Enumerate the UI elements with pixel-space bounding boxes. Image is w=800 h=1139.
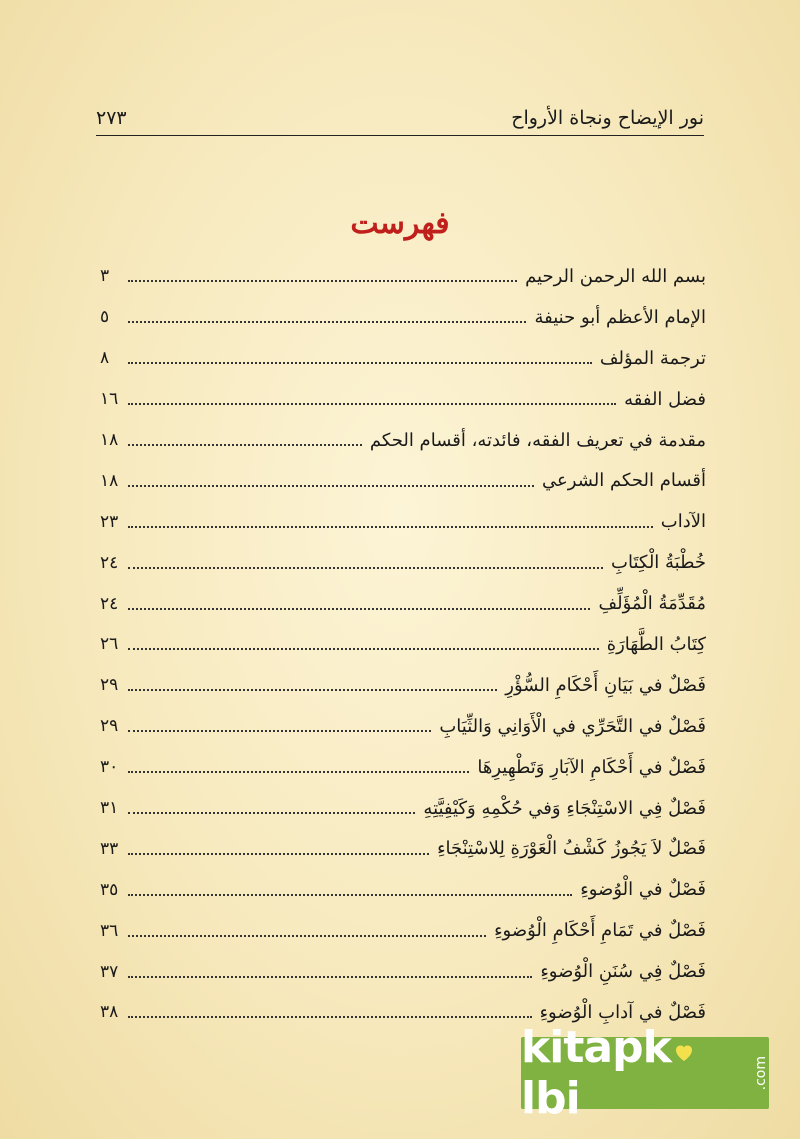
toc-entry-label: فَصْلٌ فِي سُنَنِ الْوُضوءِ xyxy=(540,961,706,983)
toc-row xyxy=(100,910,706,951)
toc-entry-label: الإمام الأعظم أبو حنيفة xyxy=(534,306,706,328)
toc-title: فهرست xyxy=(350,206,450,241)
toc-entry-page: ٥ xyxy=(100,307,110,328)
table-of-contents xyxy=(100,256,706,1033)
toc-row xyxy=(100,624,706,665)
toc-entry-label: أقسام الحكم الشرعي xyxy=(542,470,706,492)
toc-entry-page: ٣٣ xyxy=(100,838,119,859)
toc-entry-page: ٣٠ xyxy=(100,757,119,778)
book-title: نور الإيضاح ونجاة الأرواح xyxy=(511,107,704,129)
toc-entry-page: ٢٩ xyxy=(100,675,119,696)
dot-leader xyxy=(128,689,497,691)
dot-leader xyxy=(128,321,526,323)
toc-entry-label: فَصْلٌ في الْوُضوءِ xyxy=(580,879,706,901)
toc-row xyxy=(100,420,706,461)
dot-leader xyxy=(128,976,532,978)
dot-leader xyxy=(128,648,599,650)
toc-row xyxy=(100,747,706,788)
toc-row xyxy=(100,501,706,542)
toc-entry-label: فَصْلٌ في أَحْكَامِ الآبَارِ وَتَطْهِيرِهَا xyxy=(477,756,706,778)
toc-row xyxy=(100,665,706,706)
toc-entry-label: ترجمة المؤلف xyxy=(599,347,706,369)
watermark-text-after: lbi xyxy=(521,1073,580,1124)
watermark-logo xyxy=(521,1022,769,1124)
toc-row xyxy=(100,788,706,829)
page-header xyxy=(96,98,704,136)
dot-leader xyxy=(128,280,517,282)
toc-entry-label: الآداب xyxy=(660,511,706,533)
toc-row xyxy=(100,706,706,747)
toc-entry-page: ٣ xyxy=(100,266,110,287)
dot-leader xyxy=(128,526,653,528)
dot-leader xyxy=(128,771,469,773)
toc-entry-label: مُقَدِّمَةُ الْمُؤَلِّفِ xyxy=(598,593,706,615)
toc-entry-page: ٣٥ xyxy=(100,879,119,900)
toc-entry-page: ٢٤ xyxy=(100,593,119,614)
toc-entry-page: ١٨ xyxy=(100,430,119,450)
dot-leader xyxy=(128,853,429,855)
toc-row xyxy=(100,583,706,624)
toc-entry-label: خُطْبَةُ الْكِتَابِ xyxy=(611,552,706,574)
toc-entry-page: ٨ xyxy=(100,348,110,369)
toc-entry-page: ٢٣ xyxy=(100,511,119,532)
dot-leader xyxy=(128,567,603,569)
watermark-text-before: kitapk xyxy=(521,1022,671,1073)
toc-entry-label: كِتَابُ الطَّهَارَةِ xyxy=(606,633,706,655)
dot-leader xyxy=(128,608,590,610)
dot-leader xyxy=(128,812,415,814)
toc-entry-page: ١٦ xyxy=(100,389,119,410)
toc-row xyxy=(100,951,706,992)
toc-row xyxy=(100,297,706,338)
dot-leader xyxy=(128,444,362,446)
toc-row xyxy=(100,869,706,910)
toc-entry-label: فضل الفقه xyxy=(624,388,706,410)
toc-entry-label: فَصْلٌ في التَّحَرِّي في الْأَوَانِي وَالثِّيَابِ xyxy=(439,715,706,737)
toc-entry-label: فَصْلٌ في تَمَامِ أَحْكَامِ الْوُضوءِ xyxy=(494,920,706,942)
watermark-suffix: .com xyxy=(753,1055,769,1091)
dot-leader xyxy=(128,362,592,364)
dot-leader xyxy=(128,730,431,732)
toc-entry-page: ٣١ xyxy=(100,798,119,819)
toc-row xyxy=(100,338,706,379)
toc-entry-label: مقدمة في تعريف الفقه، فائدته، أقسام الحكم xyxy=(369,429,706,451)
toc-entry-page: ١٨ xyxy=(100,470,119,491)
toc-entry-label: فَصْلٌ فِي الاسْتِنْجَاءِ وَفي حُكْمِهِ وَكَيْفِيَّتِهِ xyxy=(423,797,706,819)
toc-entry-page: ٣٦ xyxy=(100,920,119,941)
heart-icon xyxy=(672,1040,696,1064)
toc-row xyxy=(100,460,706,501)
toc-row xyxy=(100,542,706,583)
toc-row xyxy=(100,379,706,420)
dot-leader xyxy=(128,935,486,937)
toc-row xyxy=(100,256,706,297)
toc-entry-label: فَصْلٌ في آدابِ الْوُضوءِ xyxy=(539,1001,706,1023)
toc-entry-page: ٢٩ xyxy=(100,716,119,737)
dot-leader xyxy=(128,485,534,487)
dot-leader xyxy=(128,1016,532,1018)
dot-leader xyxy=(128,403,616,405)
toc-entry-page: ٢٦ xyxy=(100,634,119,655)
toc-row xyxy=(100,828,706,869)
toc-entry-label: بسم الله الرحمن الرحيم xyxy=(525,265,706,287)
toc-entry-page: ٣٨ xyxy=(100,1002,119,1023)
toc-entry-label: فَصْلٌ في بَيَانِ أَحْكَامِ السُّؤْرِ xyxy=(505,674,706,696)
page-number: ٢٧٣ xyxy=(96,107,127,129)
dot-leader xyxy=(128,894,572,896)
toc-entry-page: ٣٧ xyxy=(100,961,119,982)
toc-entry-label: فَصْلٌ لاَ يَجُوزُ كَشْفُ الْعَوْرَةِ لِلاسْتِنْجَاءِ xyxy=(437,838,706,860)
toc-entry-page: ٢٤ xyxy=(100,552,119,573)
